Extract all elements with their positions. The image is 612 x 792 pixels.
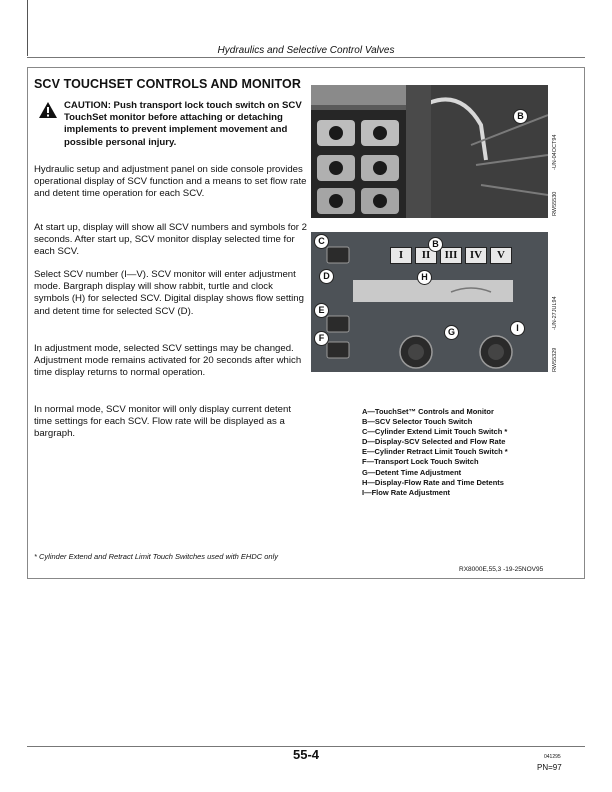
callout-e: E bbox=[314, 303, 329, 318]
photo2-code-left: RW55329 bbox=[552, 347, 558, 372]
document-code: RX8000E,55,3 -19-25NOV95 bbox=[459, 566, 544, 573]
section-title: SCV TOUCHSET CONTROLS AND MONITOR bbox=[34, 77, 301, 91]
callout-g: G bbox=[444, 325, 459, 340]
paragraph-5: In normal mode, SCV monitor will only display current detent time settings for each SCV. Flow rate will be displayed as a bargraph. bbox=[34, 404, 292, 440]
footer-date: 041295 bbox=[544, 754, 561, 760]
photo1-code-left: RW55530 bbox=[552, 191, 558, 216]
callout-i: I bbox=[510, 321, 525, 336]
callout-d: D bbox=[319, 269, 334, 284]
paragraph-1: Hydraulic setup and adjustment panel on side console provides operational display of SCV function and a means to set flow rate and detent time operation for each SCV. bbox=[34, 164, 307, 200]
figure-legend bbox=[362, 407, 508, 498]
legend-item: F—Transport Lock Touch Switch bbox=[362, 457, 479, 467]
scv-button-v[interactable]: V bbox=[490, 247, 512, 264]
legend-item: I—Flow Rate Adjustment bbox=[362, 487, 451, 497]
legend-item: C—Cylinder Extend Limit Touch Switch * bbox=[362, 427, 508, 437]
header-rule bbox=[27, 57, 585, 58]
callout-h: H bbox=[417, 270, 432, 285]
paragraph-3: Select SCV number (I—V). SCV monitor will enter adjustment mode. Bargraph display will show rabbit, turtle and clock symbols (H) for selected SCV. Digital display shows flow setting and detent time for selected SCV (D). bbox=[34, 269, 304, 317]
legend-item: G—Detent Time Adjustment bbox=[362, 467, 462, 477]
callout-c: C bbox=[314, 234, 329, 249]
photo1-code-right: -UN-04OCT94 bbox=[552, 134, 558, 170]
page-number: 55-4 bbox=[292, 747, 320, 762]
callout-b-photo2: B bbox=[428, 237, 443, 252]
photo-touchset-console bbox=[311, 85, 548, 218]
callout-b-photo1: B bbox=[513, 109, 528, 124]
photo-console-illustration bbox=[311, 85, 548, 218]
scv-button-ii[interactable]: II bbox=[415, 247, 437, 264]
legend-item: E—Cylinder Retract Limit Touch Switch * bbox=[362, 447, 508, 457]
scv-button-iv[interactable]: IV bbox=[465, 247, 487, 264]
scv-button-iii[interactable]: III bbox=[440, 247, 462, 264]
caution-warning-icon bbox=[38, 101, 58, 119]
page-header-title: Hydraulics and Selective Control Valves bbox=[217, 45, 395, 56]
paragraph-2: At start up, display will show all SCV numbers and symbols for 2 seconds. After start up, SCV monitor display selected time for each SCV. bbox=[34, 222, 308, 258]
paragraph-4: In adjustment mode, selected SCV settings may be changed. Adjustment mode remains activated for 20 seconds after which time display returns to normal operation. bbox=[34, 343, 302, 379]
legend-item: H—Display-Flow Rate and Time Detents bbox=[362, 477, 504, 487]
legend-item: D—Display-SCV Selected and Flow Rate bbox=[362, 437, 506, 447]
footer-pn: PN=97 bbox=[537, 763, 562, 772]
caution-text: CAUTION: Push transport lock touch switch on SCV TouchSet monitor before attaching or detaching implements to prevent implement movement and possible personal injury. bbox=[64, 100, 302, 148]
scv-button-i[interactable]: I bbox=[390, 247, 412, 264]
footnote: * Cylinder Extend and Retract Limit Touch Switches used with EHDC only bbox=[34, 552, 278, 561]
photo2-code-right: -UN-27JUL94 bbox=[552, 296, 558, 330]
photo-touchset-panel bbox=[311, 232, 548, 372]
callout-f: F bbox=[314, 331, 329, 346]
legend-item: A—TouchSet™ Controls and Monitor bbox=[362, 407, 494, 416]
legend-item: B—SCV Selector Touch Switch bbox=[362, 417, 473, 427]
